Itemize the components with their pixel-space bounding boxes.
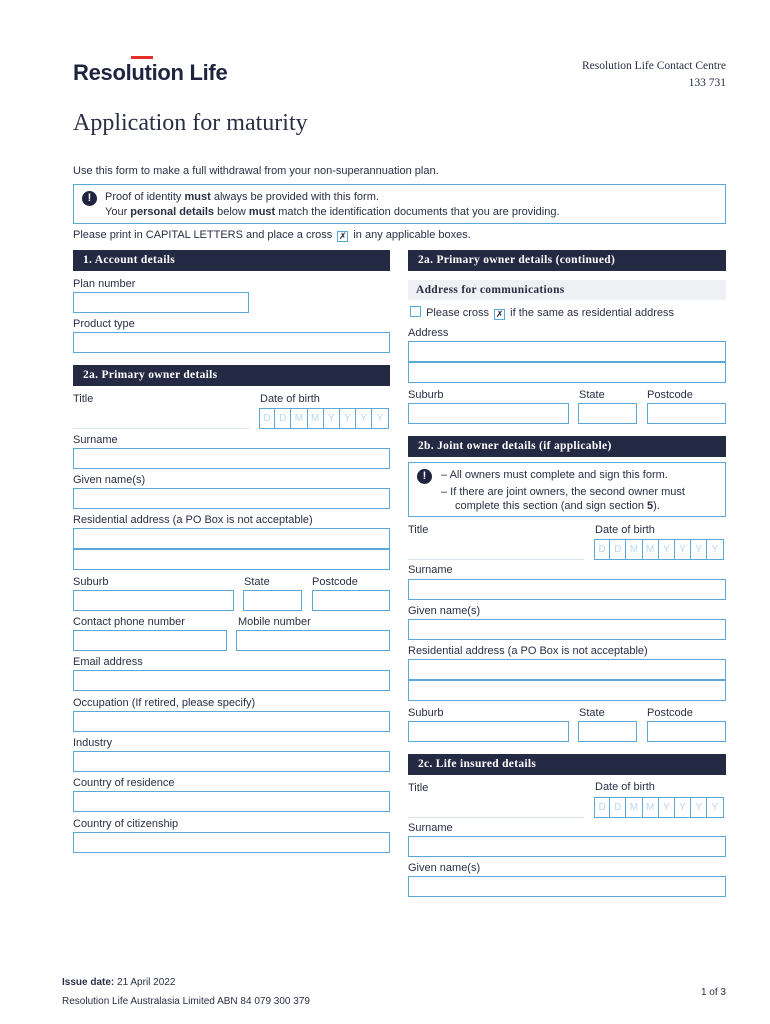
notice-bold: must: [248, 206, 276, 218]
mobile-label: Mobile number: [238, 616, 311, 628]
exclamation-icon: !: [82, 191, 97, 206]
residential-address-label: Residential address (a PO Box is not acceptable): [73, 514, 313, 526]
surname-input[interactable]: [73, 448, 390, 469]
contact-centre: [582, 58, 726, 92]
dob-digit-box[interactable]: M: [291, 408, 307, 429]
resolution-life-logo: [73, 60, 227, 86]
life-dob-input[interactable]: [594, 797, 724, 818]
joint-note-text: complete this section (and sign section: [455, 500, 647, 512]
dob-digit-box[interactable]: Y: [324, 408, 340, 429]
notice-line-2: [105, 206, 560, 218]
joint-owner-notice: [408, 462, 726, 517]
product-type-label: Product type: [73, 318, 135, 330]
occupation-label: Occupation (If retired, please specify): [73, 697, 256, 709]
section-1-heading: 1. Account details: [73, 250, 390, 271]
joint-given-names-label: Given name(s): [408, 605, 481, 617]
capitals-text: Please print in CAPITAL LETTERS and place a cross: [73, 229, 333, 241]
issue-date-label: Issue date:: [62, 977, 115, 988]
dob-digit-box[interactable]: Y: [691, 797, 707, 818]
joint-note-text: ).: [653, 500, 660, 512]
joint-residential-label: Residential address (a PO Box is not acceptable): [408, 645, 648, 657]
contact-centre-phone: 133 731: [688, 77, 726, 89]
notice-text: Proof of identity: [105, 191, 185, 203]
postcode-label: Postcode: [312, 576, 358, 588]
dob-digit-box[interactable]: D: [610, 797, 626, 818]
dob-digit-box[interactable]: Y: [691, 539, 707, 560]
joint-suburb-label: Suburb: [408, 707, 444, 719]
dob-digit-box[interactable]: Y: [659, 797, 675, 818]
occupation-input[interactable]: [73, 711, 390, 732]
notice-bold: personal details: [130, 206, 215, 218]
dob-label: Date of birth: [260, 393, 320, 405]
page-title: Application for maturity: [73, 110, 308, 136]
title-label: Title: [73, 393, 94, 405]
dob-digit-box[interactable]: D: [594, 797, 610, 818]
contact-phone-label: Contact phone number: [73, 616, 185, 628]
notice-text: below: [214, 206, 249, 218]
state-label: State: [244, 576, 270, 588]
state-input[interactable]: [243, 590, 302, 611]
address-label: Address: [408, 327, 449, 339]
comm-suburb-label: Suburb: [408, 389, 444, 401]
life-surname-label: Surname: [408, 822, 453, 834]
notice-text: match the identification documents that you are providing.: [275, 206, 560, 218]
joint-given-names-input[interactable]: [408, 619, 726, 640]
page-number: 1 of 3: [700, 987, 726, 998]
industry-label: Industry: [73, 737, 113, 749]
joint-dob-label: Date of birth: [595, 524, 655, 536]
given-names-label: Given name(s): [73, 474, 146, 486]
dob-digit-box[interactable]: Y: [707, 797, 723, 818]
checkbox-text: Please cross: [426, 307, 490, 319]
notice-line-1: [105, 191, 379, 203]
mobile-input[interactable]: [236, 630, 390, 651]
postcode-input[interactable]: [312, 590, 390, 611]
dob-digit-box[interactable]: Y: [372, 408, 388, 429]
dob-input[interactable]: [259, 408, 389, 429]
life-given-names-input[interactable]: [408, 876, 726, 897]
logo-text: Resolution Life: [73, 60, 228, 85]
residential-address-line-2[interactable]: [73, 549, 390, 570]
joint-surname-input[interactable]: [408, 579, 726, 600]
exclamation-icon: !: [417, 469, 432, 484]
dob-digit-box[interactable]: M: [308, 408, 324, 429]
comm-postcode-input[interactable]: [647, 403, 726, 424]
dob-digit-box[interactable]: D: [594, 539, 610, 560]
capitals-instruction: [73, 229, 471, 242]
contact-phone-input[interactable]: [73, 630, 227, 651]
dob-digit-box[interactable]: M: [643, 797, 659, 818]
product-type-input[interactable]: [73, 332, 390, 353]
industry-input[interactable]: [73, 751, 390, 772]
intro-text: Use this form to make a full withdrawal from your non-superannuation plan.: [73, 165, 439, 177]
joint-residential-line-2[interactable]: [408, 680, 726, 701]
joint-surname-label: Surname: [408, 564, 453, 576]
comm-postcode-label: Postcode: [647, 389, 693, 401]
joint-suburb-input[interactable]: [408, 721, 569, 742]
same-address-checkbox[interactable]: [410, 306, 421, 317]
joint-title-label: Title: [408, 524, 429, 536]
suburb-input[interactable]: [73, 590, 234, 611]
joint-state-input[interactable]: [578, 721, 637, 742]
issue-date: [62, 977, 175, 988]
joint-note-bold: 5: [647, 500, 654, 512]
comm-state-label: State: [579, 389, 605, 401]
life-given-names-label: Given name(s): [408, 862, 481, 874]
dob-digit-box[interactable]: Y: [659, 539, 675, 560]
dob-digit-box[interactable]: Y: [340, 408, 356, 429]
notice-bold: must: [184, 191, 211, 203]
joint-note-3: [455, 500, 660, 512]
comm-suburb-input[interactable]: [408, 403, 569, 424]
address-for-communications-heading: Address for communications: [408, 280, 726, 300]
cross-example-icon: ✗: [339, 231, 347, 241]
suburb-label: Suburb: [73, 576, 109, 588]
dob-digit-box[interactable]: M: [626, 797, 642, 818]
section-2c-heading: 2c. Life insured details: [408, 754, 726, 775]
comm-address-line-1[interactable]: [408, 341, 726, 362]
checkbox-text: if the same as residential address: [510, 307, 675, 319]
identity-notice: [73, 184, 726, 224]
comm-address-line-2[interactable]: [408, 362, 726, 383]
notice-text: Your: [105, 206, 131, 218]
dob-digit-box[interactable]: D: [610, 539, 626, 560]
contact-centre-label: Resolution Life Contact Centre: [581, 60, 726, 72]
email-label: Email address: [73, 656, 143, 668]
joint-residential-line-1[interactable]: [408, 659, 726, 680]
life-surname-input[interactable]: [408, 836, 726, 857]
issue-date-value: 21 April 2022: [117, 977, 176, 988]
dob-digit-box[interactable]: M: [643, 539, 659, 560]
joint-postcode-input[interactable]: [647, 721, 726, 742]
title-input[interactable]: [73, 408, 249, 429]
section-2b-heading: 2b. Joint owner details (if applicable): [408, 436, 726, 457]
surname-label: Surname: [73, 434, 118, 446]
life-dob-label: Date of birth: [595, 781, 655, 793]
dob-digit-box[interactable]: M: [626, 539, 642, 560]
section-2a-continued-heading: 2a. Primary owner details (continued): [408, 250, 726, 271]
dob-digit-box[interactable]: Y: [707, 539, 723, 560]
joint-note-2: – If there are joint owners, the second owner must: [441, 486, 685, 498]
joint-title-input[interactable]: [408, 539, 584, 560]
given-names-input[interactable]: [73, 488, 390, 509]
section-2a-heading: 2a. Primary owner details: [73, 365, 390, 386]
plan-number-label: Plan number: [73, 278, 136, 290]
joint-dob-input[interactable]: [594, 539, 724, 560]
life-title-label: Title: [408, 782, 429, 794]
residential-address-line-1[interactable]: [73, 528, 390, 549]
email-input[interactable]: [73, 670, 390, 691]
country-residence-input[interactable]: [73, 791, 390, 812]
logo-accent-bar: [131, 56, 153, 59]
country-residence-label: Country of residence: [73, 777, 175, 789]
notice-text: always be provided with this form.: [210, 191, 379, 203]
plan-number-input[interactable]: [73, 292, 249, 313]
dob-digit-box[interactable]: D: [275, 408, 291, 429]
joint-note-1: – All owners must complete and sign this form.: [441, 469, 668, 481]
cross-example-icon: ✗: [495, 309, 504, 319]
country-citizenship-input[interactable]: [73, 832, 390, 853]
comm-state-input[interactable]: [578, 403, 637, 424]
joint-postcode-label: Postcode: [647, 707, 693, 719]
company-abn: Resolution Life Australasia Limited ABN 84 079 300 379: [62, 996, 310, 1007]
life-title-input[interactable]: [408, 797, 584, 818]
dob-digit-box[interactable]: Y: [675, 539, 691, 560]
joint-state-label: State: [579, 707, 605, 719]
dob-digit-box[interactable]: D: [259, 408, 275, 429]
capitals-text: in any applicable boxes.: [353, 229, 471, 241]
dob-digit-box[interactable]: Y: [356, 408, 372, 429]
dob-digit-box[interactable]: Y: [675, 797, 691, 818]
country-citizenship-label: Country of citizenship: [73, 818, 179, 830]
same-address-checkbox-row: [408, 306, 674, 320]
